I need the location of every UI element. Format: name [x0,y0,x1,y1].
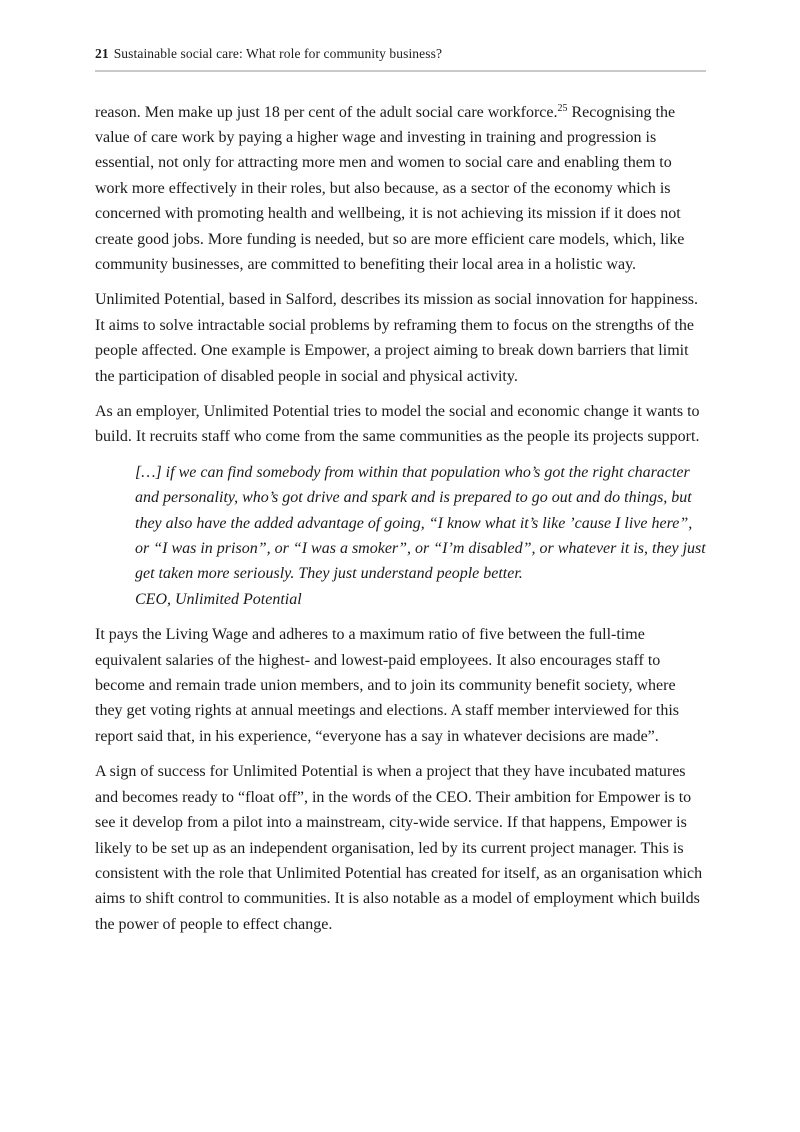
paragraph-text: Recognising the value of care work by paying a higher wage and investing in training and progression is essential, not only for attracting more men and women to social care and enabling them to work more effectively in their roles, but also because, as a sector of the economy which is concerned with promoting health and wellbeing, it is not achieving its mission if it does not create good jobs. More funding is needed, but so are more efficient care models, which, like community businesses, are committed to benefiting their local area in a holistic way. [95,103,685,273]
paragraph: A sign of success for Unlimited Potential is when a project that they have incubated matures and becomes ready to “float off”, in the words of the CEO. Their ambition for Empower is to see it develop from a pilot into a mainstream, city-wide service. If that happens, Empower is likely to be set up as an independent organisation, led by its current project manager. This is consistent with the role that Unlimited Potential has created for itself, as an organisation which aims to shift control to communities. It is also notable as a model of employment which builds the power of people to effect change. [95,763,703,933]
paragraph-text: reason. Men make up just 18 per cent of the adult social care workforce. [95,103,558,121]
quote-attribution: CEO, Unlimited Potential [135,590,302,608]
paragraph: Unlimited Potential, based in Salford, describes its mission as social innovation for happiness. It aims to solve intractable social problems by reframing them to focus on the strengths of the people affected. One example is Empower, a project aiming to break down barriers that limit the participation of disabled people in social and physical activity. [95,291,699,385]
page-number: 21 [95,46,109,61]
page-content [95,100,706,938]
quote-text: […] if we can find somebody from within that population who’s got the right character and personality, who’s got drive and spark and is prepared to go out and do things, but they also have the added advantage of going, “I know what it’s like ’cause I live here”, or “I was in prison”, or “I was a smoker”, or “I’m disabled”, or whatever it is, they just get taken more seriously. They just understand people better. [135,463,706,583]
running-title: Sustainable social care: What role for community business? [113,46,443,61]
header-rule [95,70,706,72]
footnote-ref: 25 [557,102,568,114]
paragraph [95,100,706,278]
paragraph: As an employer, Unlimited Potential tries to model the social and economic change it wants to build. It recruits staff who come from the same communities as the people its projects support. [95,403,700,446]
page-header [95,45,706,63]
paragraph: It pays the Living Wage and adheres to a maximum ratio of five between the full-time equivalent salaries of the highest- and lowest-paid employees. It also encourages staff to become and remain trade union members, and to join its community benefit society, where they get voting rights at annual meetings and elections. A staff member interviewed for this report said that, in his experience, “everyone has a say in whatever decisions are made”. [95,626,680,745]
blockquote [135,460,706,612]
